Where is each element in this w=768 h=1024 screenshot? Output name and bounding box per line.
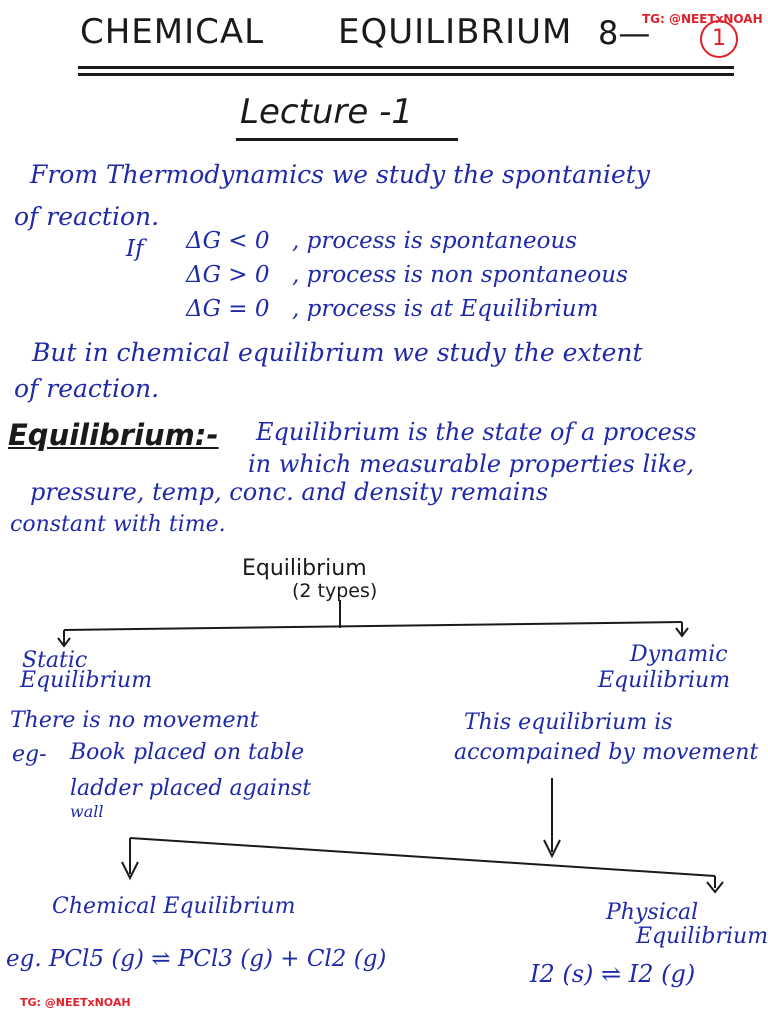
intro-line-3: But in chemical equilibrium we study the extent: [32, 338, 643, 367]
static-label-2: Equilibrium: [20, 668, 153, 693]
definition-line-2: in which measurable properties like,: [248, 450, 695, 478]
equilibrium-heading: Equilibrium:-: [8, 418, 219, 452]
static-desc: There is no movement: [10, 708, 259, 733]
page-number-badge: 1: [700, 20, 738, 58]
condition-2-text: , process is non spontaneous: [292, 262, 628, 288]
condition-3-expr: ΔG = 0: [186, 296, 270, 322]
static-label-1: Static: [22, 648, 88, 673]
static-example-1: Book placed on table: [70, 740, 305, 765]
intro-line-2: of reaction.: [14, 202, 160, 231]
dynamic-desc-2: accompained by movement: [454, 740, 759, 765]
condition-3-text: , process is at Equilibrium: [292, 296, 599, 322]
title-equilibrium: EQUILIBRIUM: [338, 12, 573, 52]
chemical-equilibrium-label: Chemical Equilibrium: [52, 894, 296, 919]
dynamic-label-1: Dynamic: [630, 642, 728, 667]
static-example-2: ladder placed against: [70, 776, 312, 801]
intro-line-4: of reaction.: [14, 374, 160, 403]
title-chemical: CHEMICAL: [80, 12, 265, 52]
dynamic-desc-1: This equilibrium is: [464, 710, 673, 735]
definition-line-3: pressure, temp, conc. and density remains: [30, 478, 549, 506]
watermark-bottom: TG: @NEETxNOAH: [20, 996, 131, 1009]
physical-label-1: Physical: [606, 900, 699, 925]
watermark-top: TG: @NEETxNOAH: [642, 12, 763, 26]
title-colon-dash: 8—: [598, 14, 651, 52]
dynamic-label-2: Equilibrium: [598, 668, 731, 693]
lecture-title: Lecture -1: [240, 92, 414, 132]
static-example-3: wall: [70, 802, 104, 821]
physical-label-2: Equilibrium: [636, 924, 768, 949]
condition-1-expr: ΔG < 0: [186, 228, 270, 254]
definition-line-1: Equilibrium is the state of a process: [256, 418, 697, 446]
if-label: If: [126, 236, 144, 262]
tree-root-subtitle: (2 types): [292, 580, 378, 602]
intro-line-1: From Thermodynamics we study the spontaniety: [30, 160, 650, 189]
tree-root-label: Equilibrium: [242, 556, 367, 581]
condition-2-expr: ΔG > 0: [186, 262, 270, 288]
definition-line-4: constant with time.: [10, 512, 226, 537]
chemical-equilibrium-example: eg. PCl5 (g) ⇌ PCl3 (g) + Cl2 (g): [6, 946, 387, 972]
static-eg-label: eg-: [12, 742, 47, 767]
condition-1-text: , process is spontaneous: [292, 228, 578, 254]
physical-equilibrium-example: I2 (s) ⇌ I2 (g): [530, 960, 696, 988]
